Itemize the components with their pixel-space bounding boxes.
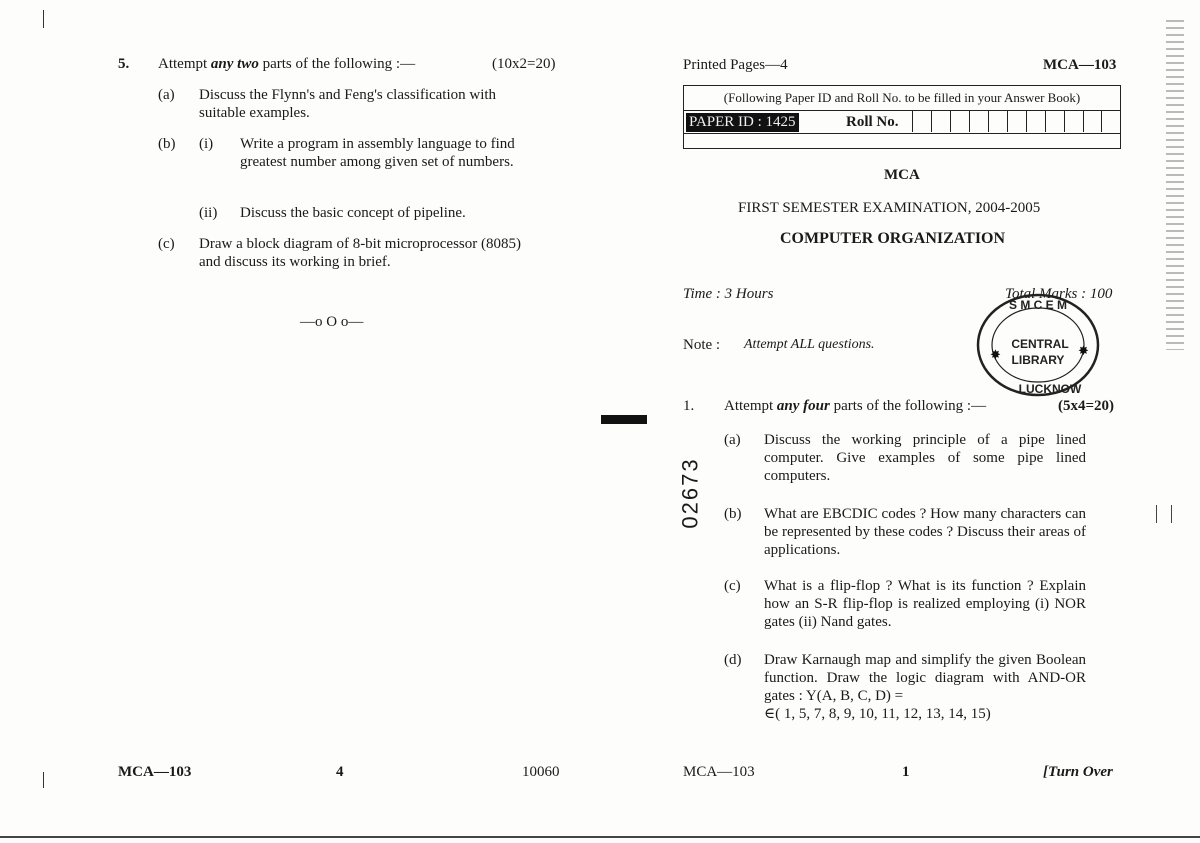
question-1-marks: (5x4=20) — [1058, 398, 1115, 414]
q5-part-c-label: (c) — [158, 236, 175, 252]
library-stamp — [974, 292, 1102, 398]
time-allowed: Time : 3 Hours — [683, 286, 774, 302]
q1-part-d-text: Draw Karnaugh map and simplify the given Boolean function. Draw the logic diagram with AND-OR gates : Y(A, B, C, D) = — [764, 652, 1086, 704]
q1-part-b-label: (b) — [724, 506, 742, 522]
stamp-bottom-text: LUCKNOW — [1018, 382, 1082, 396]
intro-text-end: parts of the following :— — [258, 56, 416, 72]
roll-cell — [931, 111, 950, 132]
question-5-number: 5. — [118, 56, 130, 72]
q1-part-a-label: (a) — [724, 432, 741, 448]
roll-cell — [1083, 111, 1102, 132]
paper-id-box — [683, 85, 1121, 149]
roll-cell — [912, 111, 931, 132]
q1-part-d-label: (d) — [724, 652, 742, 668]
q1-part-c-text: What is a flip-flop ? What is its function ? Explain how an S-R flip-flop is realized employing (i) NOR gates (ii) Nand gates. — [764, 578, 1086, 630]
roll-cell — [1064, 111, 1083, 132]
intro-text-end: parts of the following :— — [829, 398, 987, 414]
scan-artifact — [1156, 505, 1172, 523]
id-box-header: (Following Paper ID and Roll No. to be filled in your Answer Book) — [723, 90, 1081, 105]
turn-over: [Turn Over — [1043, 764, 1113, 780]
stamp-star-icon: ✸ — [990, 348, 1001, 363]
q5-part-c-text: Draw a block diagram of 8-bit microprocessor (8085) and discuss its working in brief. — [199, 236, 521, 270]
scan-edge-noise — [1166, 20, 1184, 350]
intro-text: Attempt — [158, 56, 211, 72]
subject-title: COMPUTER ORGANIZATION — [780, 230, 1006, 247]
center-binding-mark — [601, 415, 647, 424]
q5-part-a-text: Discuss the Flynn's and Feng's classification with suitable examples. — [199, 87, 497, 121]
note-text: Attempt ALL questions. — [744, 337, 875, 352]
question-1-intro — [724, 397, 986, 415]
q5-part-b-ii-label: (ii) — [199, 205, 218, 221]
course-title: MCA — [884, 167, 920, 183]
q5-part-b-ii-text: Discuss the basic concept of pipeline. — [240, 205, 466, 221]
roll-cell — [969, 111, 988, 132]
stamp-line-1: CENTRAL — [1011, 337, 1069, 351]
note-label: Note : — [683, 337, 721, 353]
right-footer-code: MCA—103 — [683, 764, 755, 780]
left-footer-page: 4 — [336, 764, 344, 780]
end-mark: —o O o— — [300, 314, 364, 330]
q5-part-b-label: (b) — [158, 136, 176, 152]
q1-part-d-function: ∈( 1, 5, 7, 8, 9, 10, 11, 12, 13, 14, 15) — [764, 706, 991, 722]
side-code: 02673 — [677, 457, 703, 529]
paper-id: PAPER ID : 1425 — [686, 113, 799, 132]
roll-cell — [950, 111, 969, 132]
q5-part-b-i-label: (i) — [199, 136, 214, 152]
stamp-graphic — [974, 292, 1102, 398]
printed-pages: Printed Pages—4 — [683, 57, 788, 73]
roll-cell — [1026, 111, 1045, 132]
total-marks: Total Marks : 100 — [1005, 286, 1113, 302]
q5-part-a-label: (a) — [158, 87, 175, 103]
id-box-row — [684, 110, 1120, 134]
q1-part-b-text: What are EBCDIC codes ? How many characters can be represented by these codes ? Discuss their areas of applications. — [764, 506, 1086, 558]
question-5-intro — [158, 55, 415, 73]
stamp-top-text: S M C E M — [1008, 298, 1068, 312]
left-footer-number: 10060 — [522, 764, 560, 780]
question-5-marks: (10x2=20) — [492, 56, 556, 72]
q5-part-b-i-text: Write a program in assembly language to find greatest number among given set of numbers. — [240, 136, 515, 170]
stamp-line-2: LIBRARY — [1011, 353, 1065, 367]
left-footer-code: MCA—103 — [118, 764, 192, 780]
question-1-number: 1. — [683, 398, 695, 414]
scan-artifact — [43, 10, 44, 28]
intro-emphasis: any two — [210, 56, 259, 72]
exam-title: FIRST SEMESTER EXAMINATION, 2004-2005 — [738, 200, 1041, 216]
stamp-star-icon: ✸ — [1078, 344, 1089, 359]
scan-artifact — [43, 772, 44, 788]
intro-text: Attempt — [724, 398, 777, 414]
intro-emphasis: any four — [776, 398, 830, 414]
q1-part-a-text: Discuss the working principle of a pipe lined computer. Give examples of some pipe lined computers. — [764, 432, 1086, 484]
paper-code: MCA—103 — [1043, 57, 1117, 73]
q1-part-c-label: (c) — [724, 578, 741, 594]
roll-no-cells — [912, 111, 1102, 133]
roll-cell — [1007, 111, 1026, 132]
roll-cell — [988, 111, 1007, 132]
roll-cell — [1045, 111, 1064, 132]
roll-no-label: Roll No. — [846, 114, 899, 130]
page-bottom-edge — [0, 836, 1200, 838]
right-footer-page: 1 — [902, 764, 910, 780]
